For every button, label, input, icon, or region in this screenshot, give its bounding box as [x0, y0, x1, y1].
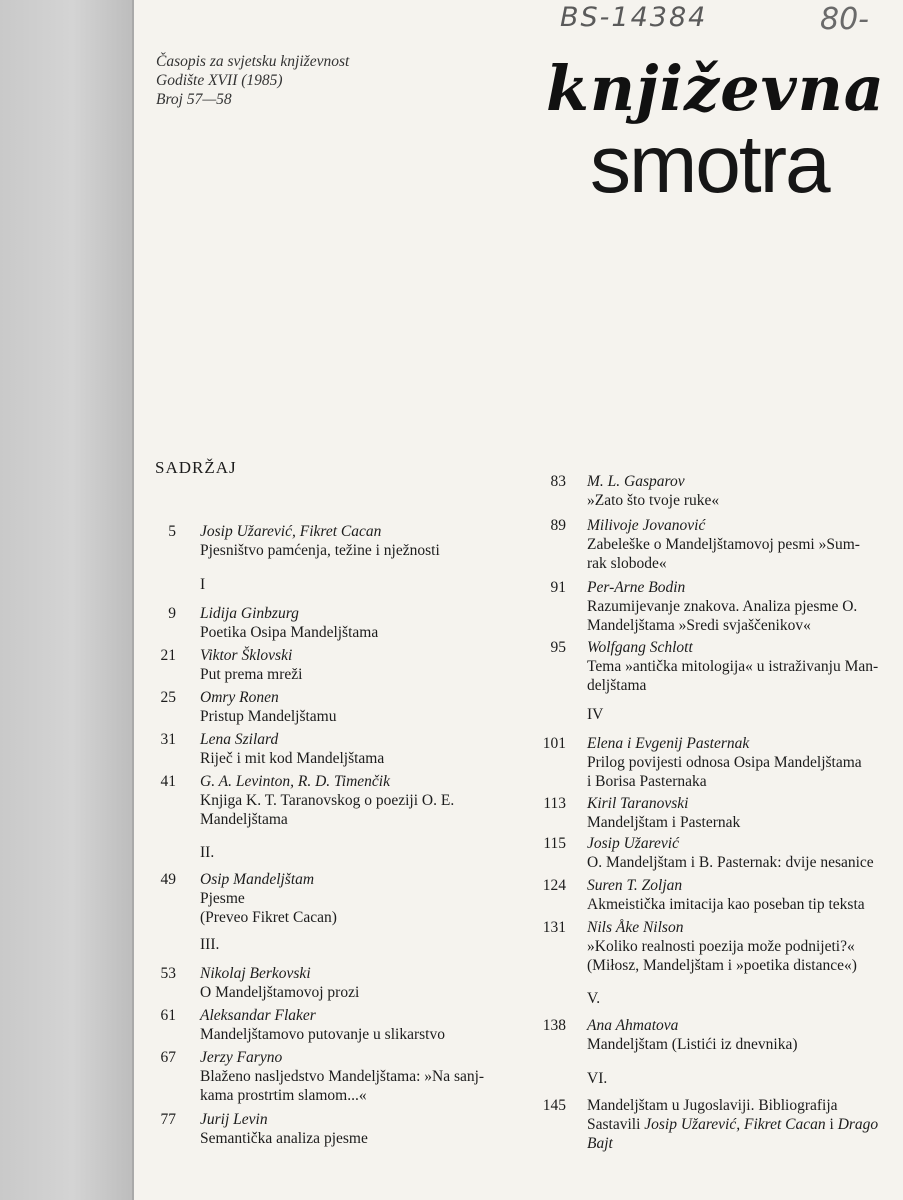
- toc-title: Mandeljštam u Jugoslaviji. Bibliografija: [587, 1097, 838, 1114]
- conjunction: i: [825, 1116, 838, 1133]
- toc-title: Riječ i mit kod Mandeljštama: [200, 750, 385, 767]
- toc-author: Elena i Evgenij Pasternak: [587, 735, 750, 752]
- toc-page-number: 25: [160, 689, 176, 706]
- toc-page-number: 49: [160, 871, 176, 888]
- toc-title: »Zato što tvoje ruke«: [587, 492, 720, 509]
- toc-page-number: 9: [168, 605, 176, 622]
- toc-title-cont: (Miłosz, Mandeljštam i »poetika distance«): [587, 957, 857, 974]
- journal-logo-word1: književna: [546, 52, 885, 125]
- journal-issue: Broj 57—58: [156, 91, 232, 108]
- toc-title-cont: Mandeljštama »Sredi svjaščenikov«: [587, 617, 811, 634]
- handwritten-price: 80-: [820, 2, 869, 37]
- toc-title: O Mandeljštamovoj prozi: [200, 984, 360, 1001]
- toc-title: Blaženo nasljedstvo Mandeljštama: »Na sanj-: [200, 1068, 485, 1085]
- toc-title-cont: Mandeljštama: [200, 811, 288, 828]
- toc-title: Razumijevanje znakova. Analiza pjesme O.: [587, 598, 858, 615]
- toc-title: »Koliko realnosti poezija može podnijeti?«: [587, 938, 855, 955]
- toc-page-number: 21: [160, 647, 176, 664]
- toc-author: Jurij Levin: [200, 1111, 268, 1128]
- toc-title-cont: [587, 1115, 899, 1134]
- toc-page-number: 77: [160, 1111, 176, 1128]
- toc-page-number: 91: [550, 579, 566, 596]
- toc-title-cont: deljštama: [587, 677, 647, 694]
- toc-page-number: 115: [543, 835, 566, 852]
- toc-title-cont: i Borisa Pasternaka: [587, 773, 707, 790]
- toc-page-number: 61: [160, 1007, 176, 1024]
- toc-author: Kiril Taranovski: [587, 795, 689, 812]
- toc-section-label: III.: [200, 936, 220, 953]
- toc-page-number: 89: [550, 517, 566, 534]
- toc-title: Put prema mreži: [200, 666, 303, 683]
- journal-subtitle: Časopis za svjetsku književnost: [156, 53, 350, 70]
- toc-title: Akmeistička imitacija kao poseban tip teksta: [587, 896, 865, 913]
- toc-heading: SADRŽAJ: [155, 458, 237, 477]
- toc-title: Mandeljštam i Pasternak: [587, 814, 741, 831]
- toc-title: Knjiga K. T. Taranovskog o poeziji O. E.: [200, 792, 455, 809]
- toc-page-number: 113: [543, 795, 566, 812]
- toc-author: Josip Užarević: [587, 835, 679, 852]
- compiled-by-label: Sastavili: [587, 1116, 645, 1133]
- toc-author: Josip Užarević, Fikret Cacan: [200, 523, 382, 540]
- toc-page-number: 95: [550, 639, 566, 656]
- toc-title-cont: rak slobode«: [587, 555, 667, 572]
- toc-page-number: 145: [542, 1097, 566, 1114]
- toc-title: Pjesme: [200, 890, 245, 907]
- toc-author: Lena Szilard: [200, 731, 279, 748]
- compiler-last: Drago: [837, 1116, 879, 1133]
- book-spine-shadow: [0, 0, 134, 1200]
- toc-title: Poetika Osipa Mandeljštama: [200, 624, 379, 641]
- toc-page-number: 138: [542, 1017, 566, 1034]
- toc-title: O. Mandeljštam i B. Pasternak: dvije nesanice: [587, 854, 874, 871]
- toc-page-number: 67: [160, 1049, 176, 1066]
- toc-page-number: 124: [542, 877, 566, 894]
- toc-title: Prilog povijesti odnosa Osipa Mandeljštama: [587, 754, 862, 771]
- toc-author: Nils Åke Nilson: [587, 919, 684, 936]
- toc-author: Nikolaj Berkovski: [200, 965, 311, 982]
- toc-page-number: 53: [160, 965, 176, 982]
- masthead-meta: [156, 52, 349, 109]
- toc-title: Zabeleške o Mandeljštamovoj pesmi »Sum-: [587, 536, 860, 553]
- toc-author: Wolfgang Schlott: [587, 639, 693, 656]
- compiler-last-cont: Bajt: [587, 1135, 613, 1152]
- compilers: Josip Užarević, Fikret Cacan: [644, 1116, 826, 1133]
- toc-title: Mandeljštam (Listići iz dnevnika): [587, 1036, 798, 1053]
- journal-logo-word2: smotra: [590, 119, 829, 210]
- toc-section-label: I: [200, 576, 206, 593]
- toc-title-cont: kama prostrtim slamom...«: [200, 1087, 367, 1104]
- toc-author: Ana Ahmatova: [587, 1017, 679, 1034]
- toc-author: Per-Arne Bodin: [587, 579, 686, 596]
- toc-page-number: 83: [550, 473, 566, 490]
- toc-author: Osip Mandeljštam: [200, 871, 315, 888]
- toc-section-label: II.: [200, 844, 215, 861]
- toc-author: Aleksandar Flaker: [200, 1007, 316, 1024]
- toc-section-label: V.: [587, 990, 601, 1007]
- toc-section-label: IV: [587, 706, 604, 723]
- toc-page-number: 5: [168, 523, 176, 540]
- toc-title: Tema »antička mitologija« u istraživanju Man-: [587, 658, 879, 675]
- toc-author: Viktor Šklovski: [200, 647, 293, 664]
- toc-title: Semantička analiza pjesme: [200, 1130, 368, 1147]
- toc-author: M. L. Gasparov: [587, 473, 685, 490]
- handwritten-inventory-number: BS-14384: [560, 2, 708, 33]
- toc-page-number: 101: [542, 735, 566, 752]
- toc-page-number: 41: [160, 773, 176, 790]
- toc-title: Pristup Mandeljštamu: [200, 708, 337, 725]
- toc-section-label: VI.: [587, 1070, 608, 1087]
- toc-author: Suren T. Zoljan: [587, 877, 683, 894]
- toc-author: Jerzy Faryno: [200, 1049, 283, 1066]
- toc-title: Mandeljštamovo putovanje u slikarstvo: [200, 1026, 445, 1043]
- toc-page-number: 131: [542, 919, 566, 936]
- toc-author: G. A. Levinton, R. D. Timenčik: [200, 773, 390, 790]
- toc-author: Omry Ronen: [200, 689, 279, 706]
- toc-page-number: 31: [160, 731, 176, 748]
- journal-volume: Godište XVII (1985): [156, 72, 283, 89]
- toc-title: Pjesništvo pamćenja, težine i nježnosti: [200, 542, 440, 559]
- toc-author: Lidija Ginbzurg: [200, 605, 299, 622]
- toc-author: Milivoje Jovanović: [587, 517, 706, 534]
- toc-title-cont: (Preveo Fikret Cacan): [200, 909, 337, 926]
